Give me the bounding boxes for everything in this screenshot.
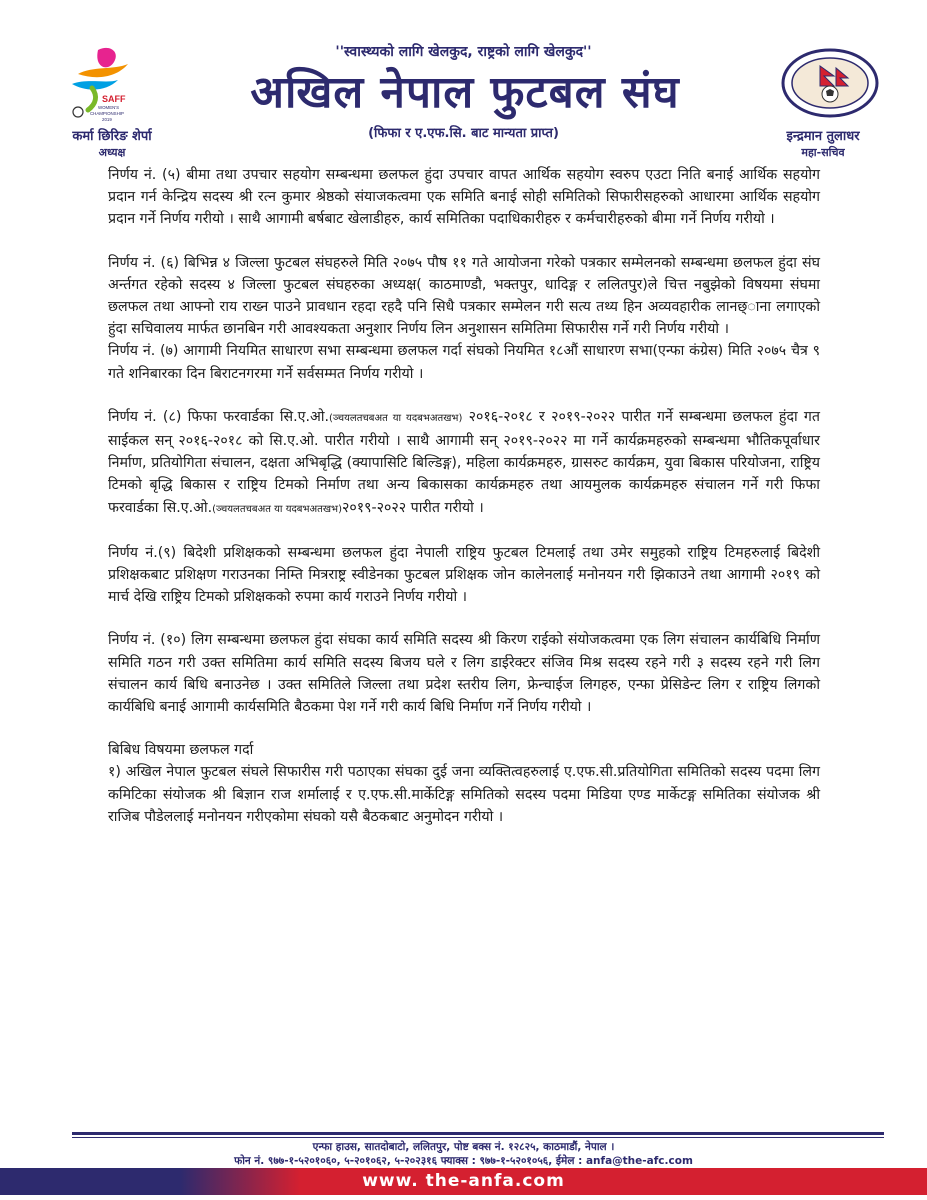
decision-8-small-1: (ञ्चयलतचबअत या यदबभअतखभ) [329,412,463,424]
letter-footer [0,1128,927,1200]
misc-item-1: १) अखिल नेपाल फुटबल संघले सिफारीस गरी पठाएका संघका दुई जना व्यक्तित्वहरुलाई ए.एफ.सी.प्रतियोगिता समितिको सदस्य पदमा लिग कमिटिका संयोजक श्री बिज्ञान राज शर्मालाई र ए.एफ.सी.मार्केटिङ्ग समितिको सदस्य पदमा मिडिया एण्ड मार्केटङ्ग समितिका संयोजक श्री राजिब पौडेललाई मनोनयन गरीएकोमा संघको यसै बैठकबाट अनुमोदन गरीयो । [108,764,820,825]
decision-6-paragraph: निर्णय नं. (६) बिभिन्न ४ जिल्ला फुटबल संघहरुले मिति २०७५ पौष ११ गते आयोजना गरेको पत्रकार सम्मेलनको सम्बन्धमा छलफल हुंदा संघ अर्न्तगत रहेको सदस्य ४ जिल्ला फुटबल संघहरुका अध्यक्ष( काठमाण्डौ, भक्तपुर, धादिङ्ग र ललितपुर)ले चित्त नबुझेको विषयमा संघमा छलफल तथा आफ्नो राय राख्न पाउने प्रावधान रहदा रहदै पनि सिधै पत्रकार सम्मेलन गरी सत्य तथ्य हिन अव्यवहारीक लानछ्ाना लगाएको हुंदा सचिवालय मार्फत छानबिन गरी आवश्यकता अनुशार निर्णय लिन अनुशासन समितिमा सिफारीस गर्ने गरी निर्णय गरीयो । [108,254,820,338]
president-signature-block [52,126,172,160]
decision-8-text-c: २०१९-२०२२ पारीत गरीयो । [342,499,484,516]
decision-8-small-2: (ञ्चयलतचबअत या यदबभअतखभ) [212,503,342,515]
decision-8-text-a: निर्णय नं. (८) फिफा फरवार्डका सि.ए.ओ. [108,408,330,425]
recognition-note: (फिफा र ए.एफ.सि. बाट मान्यता प्राप्त) [368,126,559,141]
svg-text:CHAMPIONSHIP: CHAMPIONSHIP [90,111,124,116]
decision-8-paragraph [108,406,820,521]
organization-title: अखिल नेपाल फुटबल संघ [250,67,680,118]
secretary-signature-block [758,126,888,160]
anfa-emblem-logo [780,48,880,118]
secretary-name: इन्द्रमान तुलाधर [786,129,860,144]
president-title: अध्यक्ष [98,146,126,159]
footer-divider-thin [72,1137,884,1138]
decision-5-paragraph: निर्णय नं. (५) बीमा तथा उपचार सहयोग सम्बन्धमा छलफल हुंदा उपचार वापत आर्थिक सहयोग स्वरुप एउटा निति बनाई आर्थिक सहयोग प्रदान गर्न केन्द्रिय सदस्य श्री रत्न कुमार श्रेष्ठको संयाजकत्वमा एक समिति बनाई सोही समितिको सिफारीसहरुको आधारमा आर्थिक सहयोग प्रदान गर्ने निर्णय गरीयो । साथै आगामी बर्षबाट खेलाडीहरु, कार्य समितिका पदाधिकारीहरु र कर्मचारीहरुको बीमा गर्ने निर्णय गरीयो । [108,167,820,228]
website-link[interactable]: www. the-anfa.com [362,1171,565,1191]
decision-9-paragraph: निर्णय नं.(९) बिदेशी प्रशिक्षकको सम्बन्धमा छलफल हुंदा नेपाली राष्ट्रिय फुटबल टिमलाई तथा उमेर समुहको राष्ट्रिय टिमहरुलाई बिदेशी प्रशिक्षकबाट प्रशिक्षण गराउनका निम्ति मित्रराष्ट्र स्वीडेनका फुटबल प्रशिक्षक जोन कालेनलाई मनोनयन गरी झिकाउने तथा आगामी २०१९ को मार्च देखि राष्ट्रिय टिमको प्रशिक्षकको रुपमा कार्य गराउने निर्णय गरीयो । [108,544,820,606]
motto: ''स्वास्थ्यको लागि खेलकुद, राष्ट्रको लागि खेलकुद'' [335,44,592,60]
letterhead [0,0,927,170]
svg-text:SAFF: SAFF [102,94,126,104]
minutes-body [108,164,820,828]
decision-8-text-b: २०१६-२०१८ र २०१९-२०२२ पारीत गर्ने सम्बन्धमा छलफल हुंदा गत साईकल सन् २०१६-२०१८ को सि.ए.ओ. पारीत गरीयो । साथै आगामी सन् २०१९-२०२२ मा गर्ने कार्यक्रमहरुको सम्बन्धमा भौतिकपूर्वाधार निर्माण, प्रतियोगिता संचालन, दक्षता अभिबृद्धि (क्यापासिटि बिल्डिङ्ग), महिला कार्यक्रमहरु, ग्रासरुट कार्यक्रम, युवा बिकास परियोजना, राष्ट्रिय टिमको बृद्धि बिकास र राष्ट्रिय टिमको निर्माण तथा अन्य बिकासका कार्यक्रमहरु तथा आयमुलक कार्यक्रमहरु संचालन गर्ने गरी फिफा फरवार्डका सि.ए.ओ. [108,408,821,516]
footer-divider [72,1132,884,1135]
misc-heading: बिबिध विषयमा छलफल गर्दा [108,742,254,759]
decision-7-paragraph: निर्णय नं. (७) आगामी नियमित साधारण सभा सम्बन्धमा छलफल गर्दा संघको नियमित १८औं साधारण सभा(एन्फा कंग्रेस) मिति २०७५ चैत्र ९ गते शनिबारका दिन बिराटनगरमा गर्ने सर्वसम्मत निर्णय गरीयो । [108,343,820,382]
decision-10-paragraph: निर्णय नं. (१०) लिग सम्बन्धमा छलफल हुंदा संघका कार्य समिति सदस्य श्री किरण राईको संयोजकत्वमा एक लिग संचालन कार्यबिधि निर्माण समिति गठन गरी उक्त समितिमा कार्य समिति सदस्य बिजय घले र लिग डाईरेक्टर संजिव मिश्र सदस्य रहने गरी ३ सदस्य रहने गरी लिग संचालन कार्य बिधि बनाउनेछ । उक्त समितिले जिल्ला तथा प्रदेश स्तरीय लिग, फ्रेन्चाईज लिगहरु, एन्फा प्रेसिडेन्ट लिग र राष्ट्रिय लिगको कार्यबिधि बनाई आगामी कार्यसमिति बैठकमा पेश गर्ने गरी कार्य बिधि निर्माण गर्ने निर्णय गरीयो । [108,632,820,716]
secretary-title: महा-सचिव [801,146,845,159]
svg-text:2019: 2019 [102,117,112,122]
footer-address: एन्फा हाउस, सातदोबाटो, ललितपुर, पोष्ट बक्स नं. १२८२५, काठमाडौं, नेपाल । [312,1141,615,1153]
svg-text:WOMEN'S: WOMEN'S [98,105,120,110]
footer-contact: फोन नं. ९७७-१-५२०१०६०, ५-२०१०६२, ५-२०२३१६ फ्याक्स : ९७७-१-५२०१०५६, ईमेल : anfa@the-afc.com [234,1155,693,1167]
president-name: कर्मा छिरिङ शेर्पा [72,129,152,144]
